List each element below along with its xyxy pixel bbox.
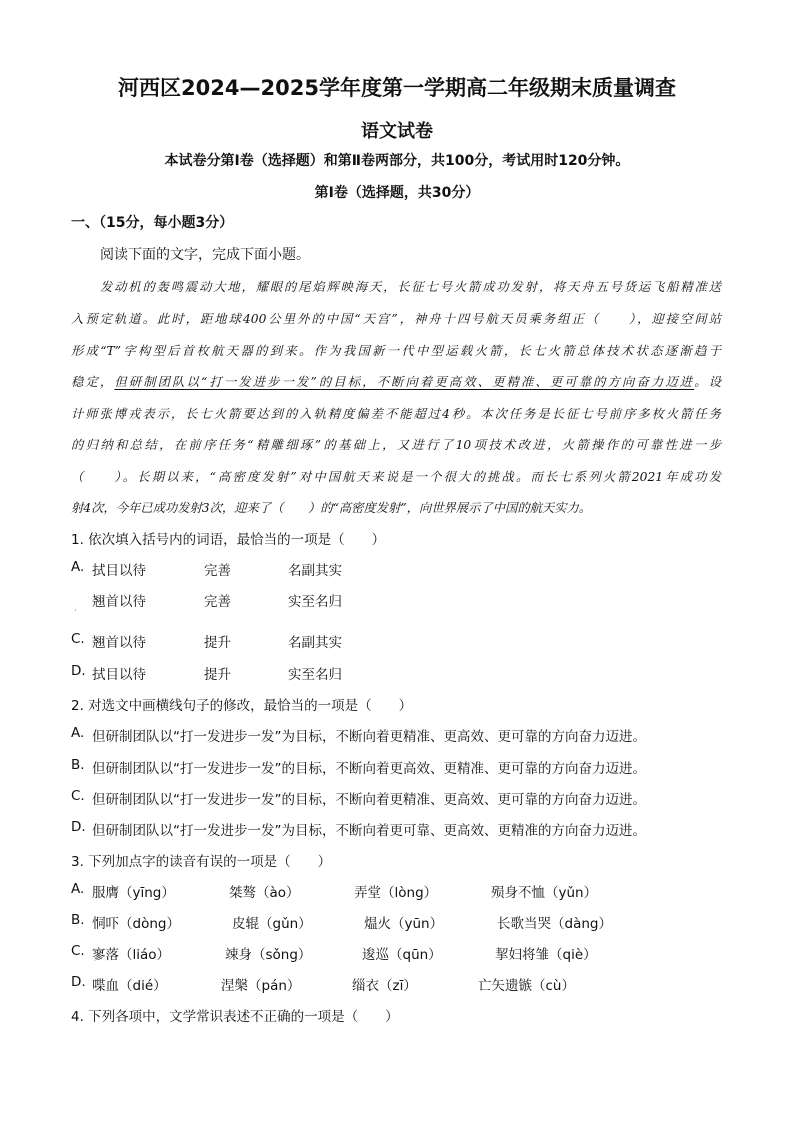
option-word: 皮辊（gǔn） bbox=[232, 916, 312, 932]
option-letter: C. bbox=[71, 943, 85, 959]
option-letter: B. bbox=[71, 912, 85, 928]
option-word: 殒身不恤（yǔn） bbox=[491, 885, 598, 901]
section-heading: 一、（15分，每小题3分） bbox=[71, 215, 234, 231]
option-b-mark: · bbox=[74, 606, 77, 615]
option-word: 寥落（liáo） bbox=[92, 947, 171, 963]
option-word: 名副其实 bbox=[288, 563, 342, 579]
option-letter: A. bbox=[71, 559, 85, 575]
option-word: 逡巡（qūn） bbox=[362, 947, 442, 963]
option-word: 缁衣（zī） bbox=[352, 978, 417, 994]
option-text: 但研制团队以“打一发进步一发”为目标，不断向着更精准、更高效、更可靠的方向奋力迈进。 bbox=[92, 729, 646, 745]
option-word: 名副其实 bbox=[288, 635, 342, 651]
underlined-sentence: 但研制团队以“打一发进步一发”的目标，不断向着更高效、更精准、更可靠的方向奋力迈进 bbox=[114, 375, 695, 389]
section-intro: 阅读下面的文字，完成下面小题。 bbox=[100, 247, 310, 263]
passage-line: 的归纳和总结，在前序任务“精雕细琢”的基础上，又进行了10项技术改进，火箭操作的可靠性进一步 bbox=[71, 438, 721, 452]
option-word: 亡矢遗镞（cù） bbox=[478, 978, 575, 994]
option-letter: A. bbox=[71, 725, 85, 741]
option-word: 完善 bbox=[204, 563, 231, 579]
option-word: 服膺（yīng） bbox=[92, 885, 175, 901]
option-letter: D. bbox=[71, 974, 86, 990]
option-word: 喋血（dié） bbox=[92, 978, 167, 994]
option-letter: C. bbox=[71, 631, 85, 647]
option-word: 涅槃（pán） bbox=[221, 978, 301, 994]
passage-line: 射4次，今年已成功发射3次，迎来了（ ）的“高密度发射”，向世界展示了中国的航天实力。 bbox=[71, 501, 592, 515]
question-stem: 1. 依次填入括号内的词语，最恰当的一项是（ ） bbox=[71, 532, 386, 548]
question-stem: 3. 下列加点字的读音有误的一项是（ ） bbox=[71, 854, 332, 870]
option-text: 但研制团队以“打一发进步一发”为目标，不断向着更可靠、更高效、更精准的方向奋力迈进。 bbox=[92, 823, 646, 839]
passage-line bbox=[71, 372, 721, 390]
option-word: 拭目以待 bbox=[92, 563, 146, 579]
question-stem: 2. 对选文中画横线句子的修改，最恰当的一项是（ ） bbox=[71, 698, 413, 714]
option-word: 翘首以待 bbox=[92, 635, 146, 651]
passage-text: 。设 bbox=[694, 375, 721, 389]
option-word: 完善 bbox=[204, 594, 231, 610]
option-word: 拭目以待 bbox=[92, 667, 146, 683]
option-word: 恫吓（dòng） bbox=[92, 916, 180, 932]
passage-line: （ ）。长期以来，“高密度发射”对中国航天来说是一个很大的挑战。而长七系列火箭2021年成功发 bbox=[71, 470, 721, 484]
option-letter: B. bbox=[71, 757, 85, 773]
option-word: 长歌当哭（dàng） bbox=[497, 916, 612, 932]
passage-line: 形成“T”字构型后首枚航天器的到来。作为我国新一代中型运载火箭，长七火箭总体技术状态逐渐趋于 bbox=[71, 344, 721, 358]
passage-line: 计师张博戎表示，长七火箭要达到的入轨精度偏差不能超过4秒。本次任务是长征七号前序多枚火箭任务 bbox=[71, 407, 721, 421]
option-letter: D. bbox=[71, 663, 86, 679]
question-stem: 4. 下列各项中，文学常识表述不正确的一项是（ ） bbox=[71, 1009, 399, 1025]
passage-text: 稳定， bbox=[71, 375, 115, 389]
option-letter: A. bbox=[71, 881, 85, 897]
option-letter: C. bbox=[71, 788, 85, 804]
option-word: 竦身（sǒng） bbox=[225, 947, 312, 963]
passage-line: 发动机的轰鸣震动大地，耀眼的尾焰辉映海天，长征七号火箭成功发射，将天舟五号货运飞船精准送 bbox=[100, 280, 721, 294]
option-word: 提升 bbox=[204, 635, 231, 651]
subject-title: 语文试卷 bbox=[361, 121, 433, 142]
exam-instructions: 本试卷分第Ⅰ卷（选择题）和第Ⅱ卷两部分，共100分，考试用时120分钟。 bbox=[164, 153, 630, 169]
option-word: 煴火（yūn） bbox=[364, 916, 444, 932]
option-word: 提升 bbox=[204, 667, 231, 683]
option-letter: D. bbox=[71, 819, 86, 835]
option-word: 实至名归 bbox=[288, 667, 342, 683]
option-text: 但研制团队以“打一发进步一发”的目标，不断向着更精准、更高效、更可靠的方向奋力迈进。 bbox=[92, 792, 646, 808]
passage-line: 入预定轨道。此时，距地球400公里外的中国“天宫”，神舟十四号航天员乘务组正（ ），迎接空间站 bbox=[71, 312, 721, 326]
option-word: 实至名归 bbox=[288, 594, 342, 610]
part-title: 第Ⅰ卷（选择题，共30分） bbox=[314, 185, 480, 201]
option-word: 挈妇将雏（qiè） bbox=[495, 947, 597, 963]
exam-title: 河西区2024—2025学年度第一学期高二年级期末质量调查 bbox=[118, 76, 676, 100]
option-text: 但研制团队以“打一发进步一发”的目标，不断向着更高效、更精准、更可靠的方向奋力迈进。 bbox=[92, 761, 646, 777]
option-word: 桀骜（ào） bbox=[229, 885, 300, 901]
option-word: 翘首以待 bbox=[92, 594, 146, 610]
option-word: 弄堂（lòng） bbox=[354, 885, 438, 901]
